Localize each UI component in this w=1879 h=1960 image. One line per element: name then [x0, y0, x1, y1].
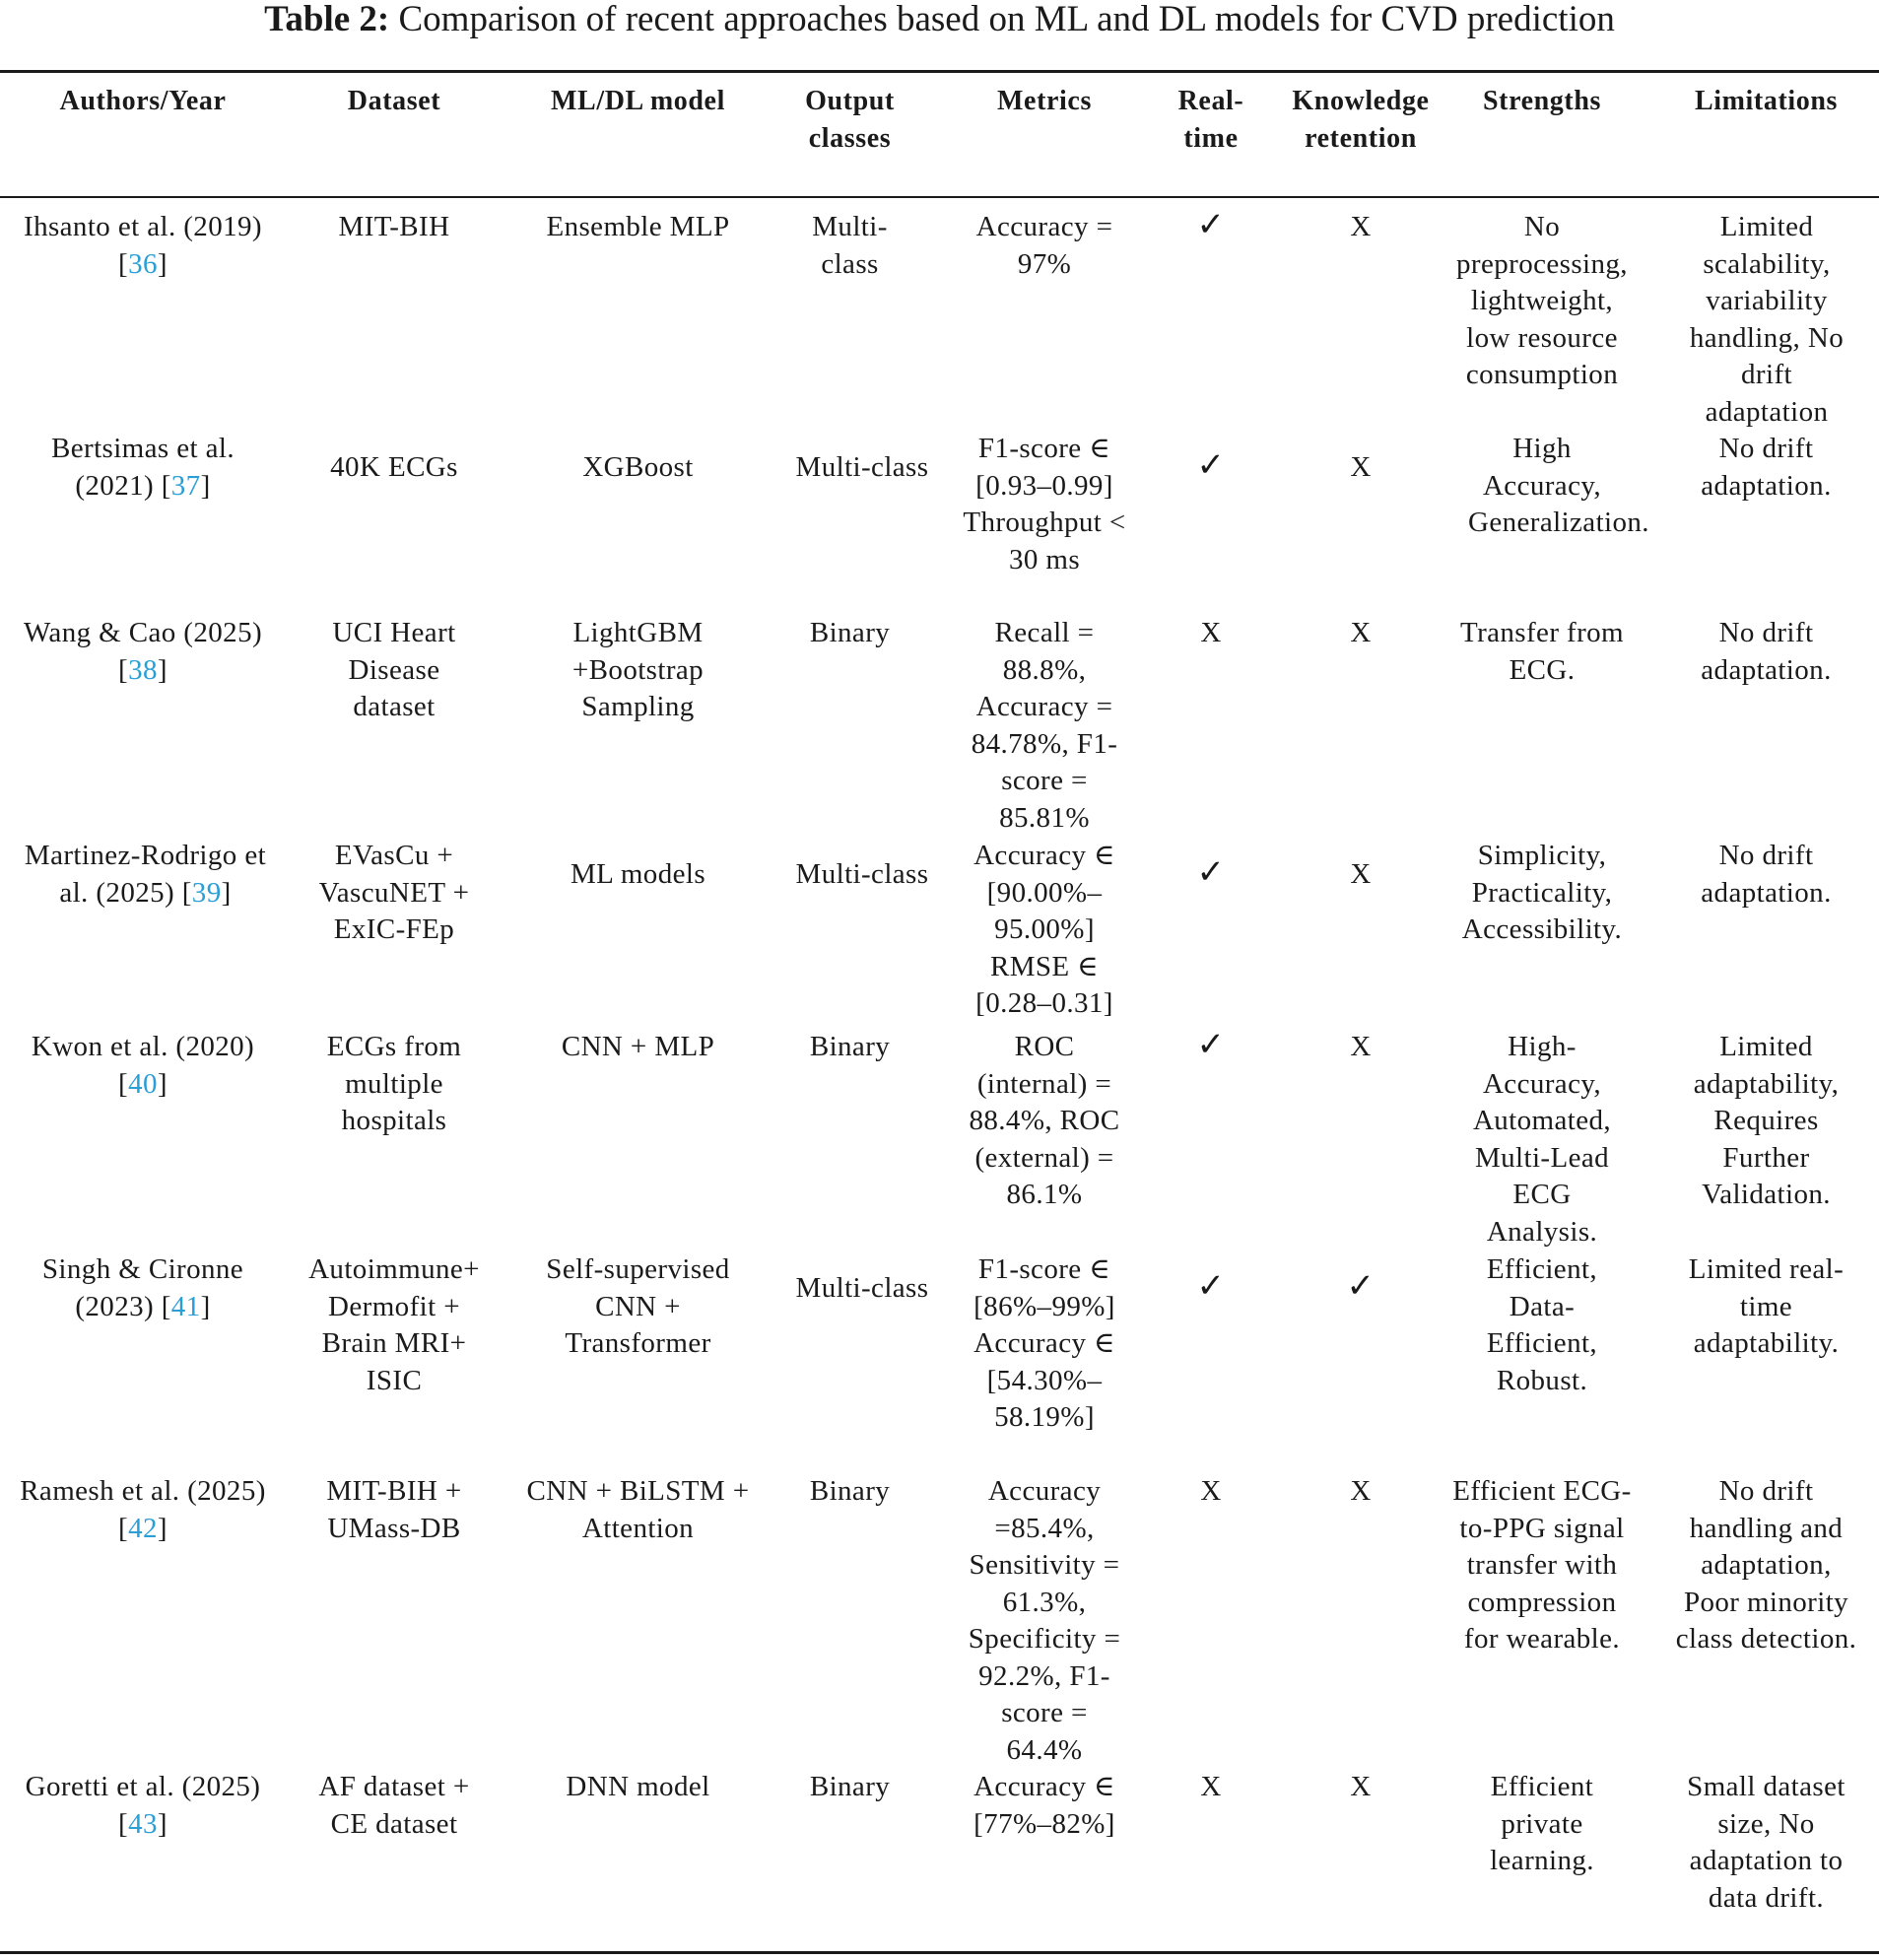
- table-caption-label: Table 2:: [264, 0, 390, 39]
- cell-limitations: Small dataset size, No adaptation to data drift.: [1687, 1771, 1845, 1914]
- table-caption: [0, 0, 1879, 39]
- cell-author: Kwon et al. (2020) [40]: [31, 1031, 255, 1100]
- header-output-classes: Output classes: [805, 86, 895, 154]
- cell-limitations: Limited adaptability, Requires Further Validation.: [1693, 1031, 1840, 1210]
- citation-link[interactable]: 40: [128, 1067, 158, 1100]
- cell-knowledge: X: [1350, 451, 1372, 483]
- cell-dataset: UCI Heart Disease dataset: [332, 617, 456, 722]
- cell-knowledge: X: [1350, 1475, 1372, 1507]
- cell-knowledge: X: [1350, 617, 1372, 648]
- cell-model: CNN + BiLSTM + Attention: [526, 1475, 750, 1544]
- cell-output-classes: Multi-class: [795, 858, 929, 890]
- citation-link[interactable]: 39: [191, 876, 222, 909]
- cell-knowledge: X: [1350, 858, 1372, 890]
- citation-link[interactable]: 43: [128, 1807, 158, 1840]
- cell-metrics: Accuracy = 97%: [975, 211, 1113, 280]
- cell-model: LightGBM +Bootstrap Sampling: [571, 617, 705, 722]
- header-authors: Authors/Year: [59, 86, 227, 116]
- cell-output-classes: Binary: [809, 1475, 891, 1507]
- header-metrics: Metrics: [997, 86, 1092, 116]
- cell-model: DNN model: [566, 1771, 710, 1802]
- cell-metrics: Accuracy ∈ [90.00%–95.00%] RMSE ∈ [0.28–0.31]: [973, 840, 1115, 1019]
- cell-output-classes: Multi-class: [795, 451, 929, 483]
- cell-limitations: No drift adaptation.: [1701, 617, 1832, 686]
- cell-dataset: 40K ECGs: [330, 451, 458, 483]
- cell-realtime: X: [1200, 1475, 1222, 1507]
- cell-dataset: Autoimmune+ Dermofit + Brain MRI+ ISIC: [308, 1253, 480, 1396]
- cell-dataset: EVasCu + VascuNET + ExIC-FEp: [318, 840, 470, 945]
- header-strengths: Strengths: [1482, 86, 1601, 116]
- citation-link[interactable]: 42: [128, 1512, 158, 1544]
- cell-strengths: Transfer from ECG.: [1459, 617, 1625, 686]
- cell-realtime: ✓: [1196, 447, 1226, 484]
- cell-model: CNN + MLP: [561, 1031, 715, 1062]
- cell-metrics: F1-score ∈ [86%–99%] Accuracy ∈ [54.30%–58.19%]: [973, 1253, 1115, 1433]
- author-text: Wang & Cao (2025): [23, 617, 263, 648]
- author-text: Ramesh et al. (2025): [20, 1475, 266, 1507]
- cell-limitations: Limited real-time adaptability.: [1688, 1253, 1845, 1359]
- cell-output-classes: Binary: [809, 1771, 891, 1802]
- citation-link[interactable]: 41: [170, 1290, 201, 1322]
- cell-output-classes: Binary: [809, 617, 891, 648]
- cell-author: Martinez-Rodrigo et al. (2025) [39]: [24, 840, 267, 909]
- cell-model: ML models: [570, 858, 706, 890]
- cell-output-classes: Binary: [809, 1031, 891, 1062]
- cell-knowledge: ✓: [1346, 1268, 1376, 1305]
- cell-dataset: ECGs from multiple hospitals: [326, 1031, 462, 1136]
- cell-metrics: Recall = 88.8%, Accuracy = 84.78%, F1-score = 85.81%: [971, 617, 1118, 834]
- header-knowledge-retention: Knowledge retention: [1292, 86, 1430, 154]
- author-text: Ihsanto et al. (2019): [24, 211, 262, 242]
- cell-metrics: Accuracy ∈ [77%–82%]: [973, 1771, 1115, 1840]
- cell-realtime: X: [1200, 617, 1222, 648]
- cell-limitations: No drift adaptation.: [1701, 840, 1832, 909]
- cell-model: Self-supervised CNN + Transformer: [546, 1253, 730, 1359]
- cell-dataset: AF dataset + CE dataset: [318, 1771, 470, 1840]
- author-text: Bertsimas et al. (2021): [51, 433, 235, 502]
- citation-link[interactable]: 37: [170, 469, 201, 502]
- cell-realtime: X: [1200, 1771, 1222, 1802]
- cell-metrics: Accuracy =85.4%, Sensitivity = 61.3%, Specificity = 92.2%, F1-score = 64.4%: [968, 1475, 1121, 1766]
- author-text: Martinez-Rodrigo et al. (2025): [24, 840, 267, 909]
- cell-knowledge: X: [1350, 211, 1372, 242]
- cell-model: Ensemble MLP: [546, 211, 730, 242]
- cell-knowledge: X: [1350, 1031, 1372, 1062]
- citation-link[interactable]: 36: [128, 247, 158, 280]
- header-realtime: Real-time: [1177, 86, 1244, 154]
- cell-limitations: No drift adaptation.: [1701, 433, 1832, 502]
- cell-knowledge: X: [1350, 1771, 1372, 1802]
- cell-realtime: ✓: [1196, 854, 1226, 891]
- citation-link[interactable]: 38: [128, 653, 158, 686]
- cell-limitations: Limited scalability, variability handling, No drift adaptation: [1689, 211, 1845, 428]
- cell-model: XGBoost: [582, 451, 694, 483]
- cell-author: Wang & Cao (2025) [38]: [23, 617, 263, 686]
- cell-strengths: High-Accuracy, Automated, Multi-Lead ECG Analysis.: [1472, 1031, 1612, 1248]
- cell-author: Bertsimas et al. (2021) [37]: [51, 433, 235, 502]
- header-dataset: Dataset: [347, 86, 441, 116]
- table-caption-text: Comparison of recent approaches based on ML and DL models for CVD prediction: [389, 0, 1615, 39]
- cell-metrics: F1-score ∈ [0.93–0.99] Throughput < 30 ms: [963, 433, 1126, 575]
- cell-metrics: ROC (internal) = 88.4%, ROC (external) = 86.1%: [969, 1031, 1120, 1210]
- cell-realtime: ✓: [1196, 1268, 1226, 1305]
- author-text: Goretti et al. (2025): [25, 1771, 261, 1802]
- header-model: ML/DL model: [551, 86, 725, 116]
- cell-limitations: No drift handling and adaptation, Poor minority class detection.: [1675, 1475, 1857, 1655]
- bottom-rule: [0, 1951, 1879, 1954]
- header-rule: [0, 196, 1879, 198]
- cell-strengths: Efficient private learning.: [1490, 1771, 1594, 1876]
- cell-strengths: Simplicity, Practicality, Accessibility.: [1461, 840, 1623, 945]
- cell-realtime: ✓: [1196, 207, 1226, 243]
- cell-strengths: High Accuracy, Generalization.: [1468, 433, 1649, 538]
- cell-author: Goretti et al. (2025) [43]: [25, 1771, 261, 1840]
- header-limitations: Limitations: [1694, 86, 1839, 116]
- author-text: Kwon et al. (2020): [31, 1031, 255, 1062]
- author-text: Singh & Cironne (2023): [41, 1253, 244, 1322]
- cell-author: Ihsanto et al. (2019) [36]: [24, 211, 262, 280]
- cell-realtime: ✓: [1196, 1027, 1226, 1063]
- cell-author: Ramesh et al. (2025) [42]: [20, 1475, 266, 1544]
- cell-output-classes: Multi-class: [812, 211, 888, 280]
- cell-output-classes: Multi-class: [795, 1272, 929, 1304]
- cell-strengths: Efficient ECG-to-PPG signal transfer with compression for wearable.: [1452, 1475, 1632, 1655]
- cell-author: Singh & Cironne (2023) [41]: [41, 1253, 244, 1322]
- cell-strengths: No preprocessing, lightweight, low resource consumption: [1456, 211, 1628, 390]
- cell-strengths: Efficient, Data-Efficient, Robust.: [1486, 1253, 1598, 1396]
- top-rule: [0, 70, 1879, 73]
- cell-dataset: MIT-BIH: [338, 211, 450, 242]
- cell-dataset: MIT-BIH + UMass-DB: [326, 1475, 462, 1544]
